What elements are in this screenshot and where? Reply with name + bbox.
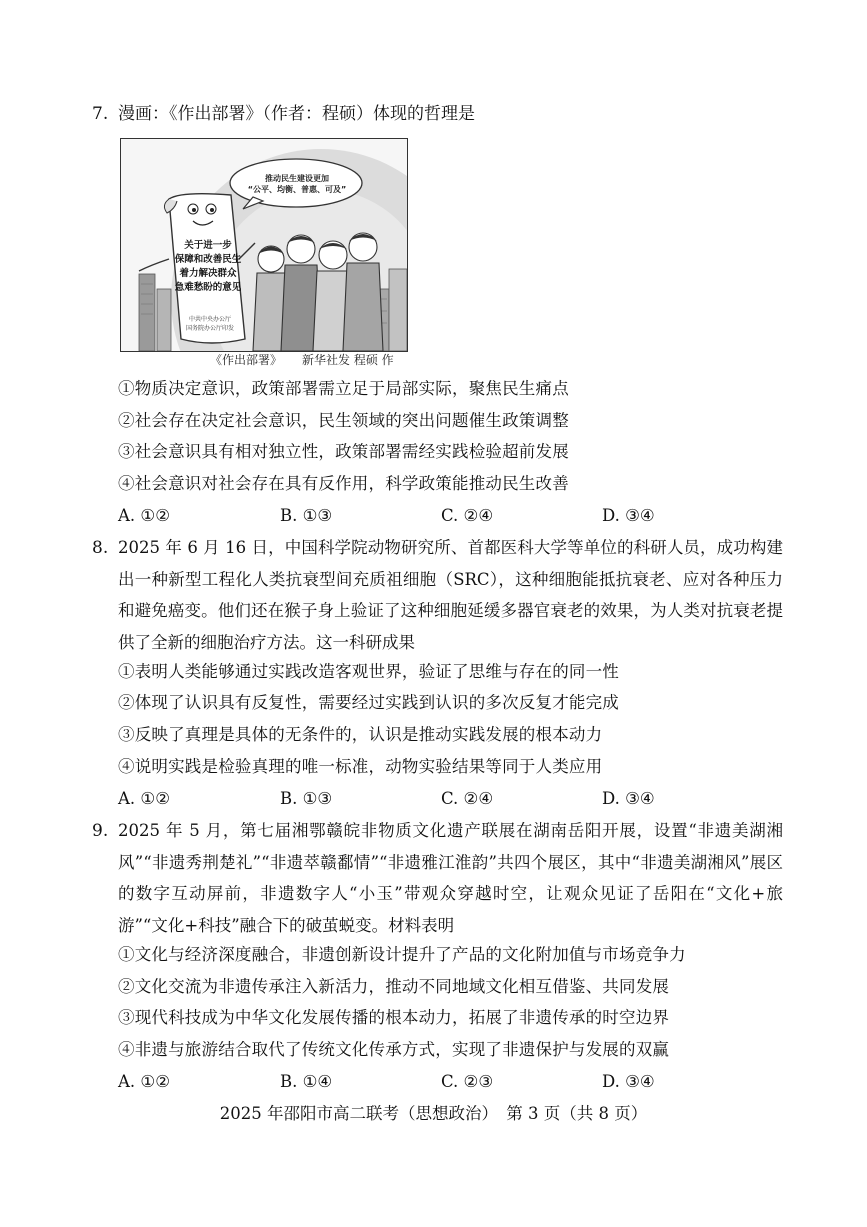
question-number: 7. — [92, 104, 109, 124]
statement-1: ①表明人类能够通过实践改造客观世界，验证了思维与存在的同一性 — [118, 662, 619, 681]
document-line: 关于进一步 — [184, 240, 232, 251]
option-c: C. ②④ — [441, 789, 494, 808]
option-b: B. ①③ — [280, 506, 333, 525]
question-text: 漫画：《作出部署》（作者：程硕）体现的哲理是 — [118, 104, 475, 124]
option-a: A. ①② — [118, 789, 170, 808]
statement-4: ④说明实践是检验真理的唯一标准，动物实验结果等同于人类应用 — [118, 757, 603, 776]
statement-4: ④社会意识对社会存在具有反作用，科学政策能推动民生改善 — [118, 474, 569, 493]
issuer-line: 中共中央办公厅 — [188, 316, 231, 323]
question-8-number — [92, 537, 108, 559]
statement-2: ②体现了认识具有反复性，需要经过实践到认识的多次反复才能完成 — [118, 693, 619, 712]
caption-title: 《作出部署》 — [210, 353, 283, 367]
speech-bubble-text — [237, 173, 357, 195]
question-number: 9. — [92, 821, 109, 841]
caption-credit: 新华社发 程硕 作 — [302, 353, 394, 367]
statement-1: ①物质决定意识，政策部署需立足于局部实际，聚焦民生痛点 — [118, 379, 569, 398]
option-a: A. ①② — [118, 506, 170, 525]
option-b: B. ①③ — [280, 789, 333, 808]
option-d: D. ③④ — [602, 789, 655, 808]
statement-3: ③现代科技成为中华文化发展传播的根本动力，拓展了非遗传承的时空边界 — [118, 1008, 670, 1027]
cartoon-caption — [210, 352, 394, 368]
option-c: C. ②④ — [441, 506, 494, 525]
document-title — [171, 239, 245, 295]
option-b: B. ①④ — [280, 1072, 333, 1091]
option-c: C. ②③ — [441, 1072, 494, 1091]
document-issuer — [175, 315, 245, 333]
statement-1: ①文化与经济深度融合，非遗创新设计提升了产品的文化附加值与市场竞争力 — [118, 945, 686, 964]
document-line: 保障和改善民生 — [174, 254, 242, 265]
option-d: D. ③④ — [602, 506, 655, 525]
question-9-stem: 2025 年 5 月，第七届湘鄂赣皖非物质文化遗产联展在湖南岳阳开展，设置“非遗美湖湘风”“非遗秀荆楚礼”“非遗萃赣鄱情”“非遗雅江淮韵”共四个展区，其中“非遗美湖湘风”展区的数字互动屏前，非遗数字人“小玉”带观众穿越时空，让观众见证了岳阳在“文化+旅游”“文化+科技”融合下的破茧蜕变。材料表明 — [118, 821, 783, 935]
statement-2: ②社会存在决定社会意识，民生领域的突出问题催生政策调整 — [118, 411, 569, 430]
document-line: 急难愁盼的意见 — [174, 282, 242, 293]
question-9-number — [92, 820, 108, 842]
cartoon-image — [120, 138, 408, 352]
cartoon-drawing — [121, 139, 407, 351]
speech-line: “公平、均衡、普惠、可及” — [247, 185, 347, 194]
statement-3: ③社会意识具有相对独立性，政策部署需经实践检验超前发展 — [118, 442, 569, 461]
issuer-line: 国务院办公厅印发 — [185, 325, 234, 332]
speech-line: 推动民生建设更加 — [265, 174, 329, 183]
option-d: D. ③④ — [602, 1072, 655, 1091]
option-a: A. ①② — [118, 1072, 170, 1091]
document-line: 着力解决群众 — [179, 268, 237, 279]
statement-2: ②文化交流为非遗传承注入新活力，推动不同地域文化相互借鉴、共同发展 — [118, 977, 670, 996]
statement-4: ④非遗与旅游结合取代了传统文化传承方式，实现了非遗保护与发展的双赢 — [118, 1040, 670, 1059]
question-7-stem — [92, 103, 475, 125]
question-8-stem: 2025 年 6 月 16 日，中国科学院动物研究所、首都医科大学等单位的科研人员，成功构建出一种新型工程化人类抗衰型间充质祖细胞（SRC），这种细胞能抵抗衰老、应对各种压力和避免癌变。他们还在猴子身上验证了这种细胞延缓多器官衰老的效果，为人类对抗衰老提供了全新的细胞治疗方法。这一科研成果 — [118, 538, 783, 652]
page-footer: 2025 年邵阳市高二联考（思想政治） 第 3 页（共 8 页） — [219, 1104, 648, 1123]
question-number: 8. — [92, 538, 109, 558]
statement-3: ③反映了真理是具体的无条件的，认识是推动实践发展的根本动力 — [118, 725, 603, 744]
